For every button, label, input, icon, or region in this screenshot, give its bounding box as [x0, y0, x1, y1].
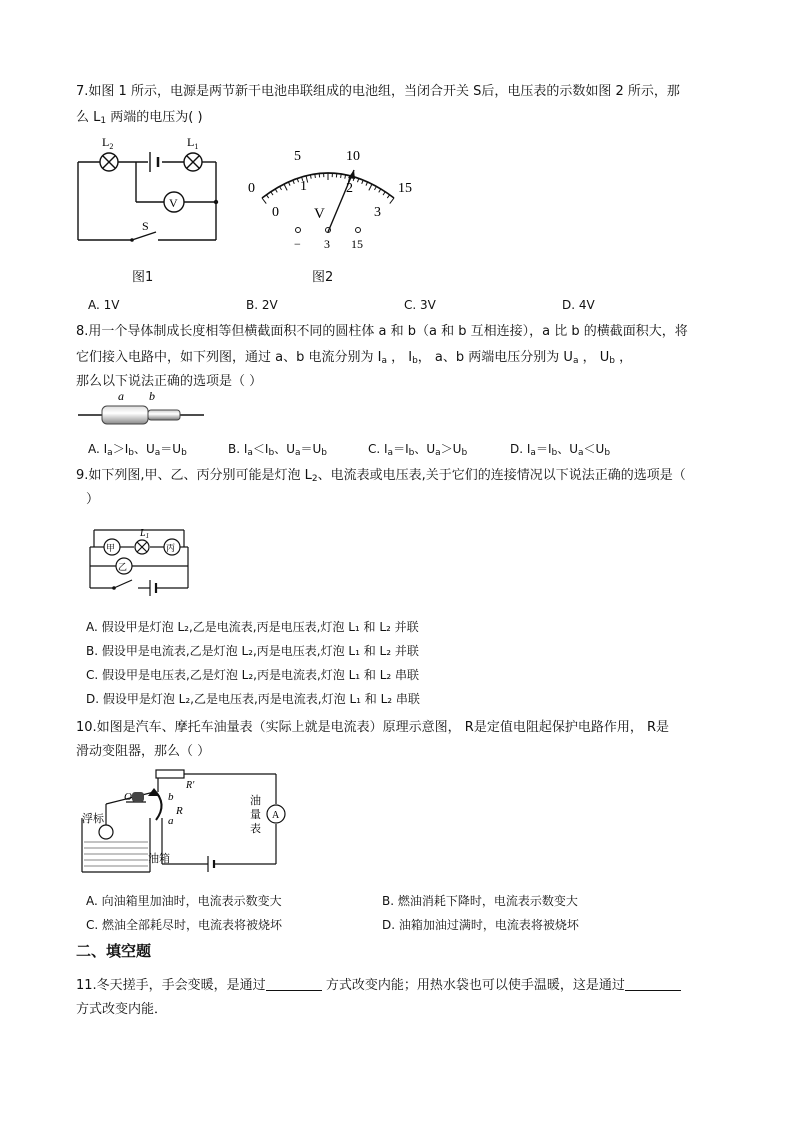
q7-fig2-scale15-10: 10 [346, 149, 360, 164]
q11-stem-line1: 11.冬天搓手，手会变暖，是通过 方式改变内能；用热水袋也可以使手温暖，这是通过 [76, 974, 681, 993]
q7-figure2-caption: 图2 [312, 270, 334, 285]
q10-stem-line2: 滑动变阻器，那么（ ） [76, 744, 211, 759]
q7-option-d[interactable]: D. 4V [562, 298, 595, 312]
q7-fig2-scale3-2: 2 [346, 181, 353, 196]
q7-fig1-L1-label: $L_1$ [187, 135, 199, 151]
q7-option-c[interactable]: C. 3V [404, 298, 436, 312]
q10-label-R: R [176, 805, 183, 817]
q7-figure2-voltmeter-dial [238, 140, 428, 252]
q9-option-c[interactable]: C. 假设甲是电压表,乙是灯泡 L₂,丙是电流表,灯泡 L₁ 和 L₂ 串联 [86, 668, 420, 682]
dial-tick [284, 184, 287, 190]
dial-tick [379, 189, 381, 192]
dial-tick [293, 180, 294, 184]
q7-fig1-voltmeter-label: V [169, 196, 178, 210]
q10-label-O: O [124, 791, 132, 803]
dial-tick [387, 195, 389, 198]
q10-option-b[interactable]: B. 燃油消耗下降时，电流表示数变大 [382, 894, 578, 908]
dial-tick [366, 182, 368, 186]
q7-stem-line1: 7.如图 1 所示，电源是两节新干电池串联组成的电池组，当闭合开关 S后，电压表的示数如图 2 所示，那 [76, 84, 680, 99]
q7-fig1-switch-label: S [142, 219, 149, 233]
q7-figure1-caption: 图1 [132, 270, 154, 285]
q10-label-ammeter-A: A [272, 810, 280, 821]
section-heading-fill-in: 二、填空题 [76, 942, 152, 960]
dial-tick [390, 198, 394, 204]
q10-option-c[interactable]: C. 燃油全部耗尽时，电流表将被烧坏 [86, 918, 283, 932]
q9-option-b[interactable]: B. 假设甲是电流表,乙是灯泡 L₂,丙是电压表,灯泡 L₁ 和 L₂ 并联 [86, 644, 419, 658]
q9-option-d[interactable]: D. 假设甲是灯泡 L₂,乙是电压表,丙是电流表,灯泡 L₁ 和 L₂ 串联 [86, 692, 420, 706]
q7-option-a[interactable]: A. 1V [88, 298, 120, 312]
dial-tick [297, 178, 298, 182]
q10-label-meter-1: 油 [250, 795, 261, 807]
dial-tick [271, 192, 273, 195]
q10-label-tank: 油箱 [148, 853, 170, 865]
q10-option-d[interactable]: D. 油箱加油过满时，电流表将被烧坏 [382, 918, 579, 932]
q10-label-a: a [168, 815, 174, 827]
q7-fig2-scale15-5: 5 [294, 149, 301, 164]
dial-tick [288, 182, 290, 186]
dial-tick [280, 186, 282, 189]
dial-tick [341, 174, 342, 178]
q8-option-a[interactable]: A. $I_a>I_b$、$U_a=U_b$ [88, 442, 187, 458]
q8-stem-line2: 它们接入电路中，如下列图，通过 a、b 电流分别为 $I_a$ ， $I_b$， a、b 两端电压分别为 $U_a$ ， $U_b$ ， [76, 350, 633, 366]
dial-tick [362, 180, 363, 184]
q7-fig2-scale15-0: 0 [248, 181, 255, 196]
q10-option-a[interactable]: A. 向油箱里加油时，电流表示数变大 [86, 894, 282, 908]
q10-stem-line1: 10.如图是汽车、摩托车油量表（实际上就是电流表）原理示意图， R是定值电阻起保护电路作用， R是 [76, 720, 670, 735]
q9-option-a[interactable]: A. 假设甲是灯泡 L₂,乙是电流表,丙是电压表,灯泡 L₁ 和 L₂ 并联 [86, 620, 419, 634]
q7-fig2-scale3-0: 0 [272, 205, 279, 220]
dial-tick [275, 189, 277, 192]
q7-fig1-L2-label: $L_2$ [102, 135, 114, 151]
q9-label-bing: 丙 [166, 543, 176, 553]
q7-figure1-circuit [70, 128, 230, 248]
q7-fig2-scale3-1: 1 [300, 179, 307, 194]
q7-fig2-unit-V: V [314, 206, 325, 222]
q9-circuit-figure [84, 522, 204, 602]
q9-stem-line1: 9.如下列图,甲、乙、丙分别可能是灯泡 $L_2$、电流表或电压表,关于它们的连接情况以下说法正确的选项是（ [76, 468, 686, 484]
q7-fig2-scale3-3: 3 [374, 205, 381, 220]
q10-label-meter-2: 量 [250, 809, 261, 821]
q8-stem-line1: 8.用一个导体制成长度相等但横截面积不同的圆柱体 a 和 b（a 和 b 互相连接），a 比 b 的横截面积大，将 [76, 324, 688, 339]
q8-stem-line3: 那么以下说法正确的选项是（ ） [76, 374, 263, 389]
q10-label-Rprime: R' [186, 780, 195, 791]
q11-stem-line2: 方式改变内能． [76, 1002, 168, 1017]
q8-conductor-figure [76, 390, 206, 430]
q7-fig2-terminal-15: 15 [351, 237, 363, 251]
q10-fuel-gauge-figure [76, 762, 286, 882]
q8-option-c[interactable]: C. $I_a=I_b$、$U_a>U_b$ [368, 442, 468, 458]
q7-stem-line2: 么 $L_1$ 两端的电压为( ) [76, 110, 203, 126]
q9-stem-line2: ） [86, 492, 100, 507]
dial-tick [374, 186, 376, 189]
q9-label-jia: 甲 [106, 543, 116, 553]
dial-tick [383, 192, 385, 195]
q10-label-b: b [168, 791, 174, 803]
q8-label-a: a [118, 390, 124, 403]
q9-label-L1: $L_1$ [140, 528, 150, 540]
q9-label-yi: 乙 [118, 562, 128, 572]
q8-label-b: b [149, 390, 155, 403]
q7-option-b[interactable]: B. 2V [246, 298, 278, 312]
dial-tick [357, 178, 358, 182]
q8-option-d[interactable]: D. $I_a=I_b$、$U_a<U_b$ [510, 442, 611, 458]
dial-tick [369, 184, 372, 190]
q7-fig2-scale15-15: 15 [398, 181, 412, 196]
q10-label-meter-3: 表 [250, 823, 261, 835]
dial-tick [266, 195, 268, 198]
q11-blank-1[interactable] [266, 978, 322, 991]
q7-fig2-terminal-3: 3 [324, 237, 330, 251]
q8-option-b[interactable]: B. $I_a<I_b$、$U_a=U_b$ [228, 442, 328, 458]
dial-tick [262, 198, 266, 204]
q11-blank-2[interactable] [625, 978, 681, 991]
dial-tick [315, 174, 316, 178]
q7-fig2-terminal-neg: − [294, 237, 301, 251]
q10-label-float: 浮标 [82, 813, 104, 825]
